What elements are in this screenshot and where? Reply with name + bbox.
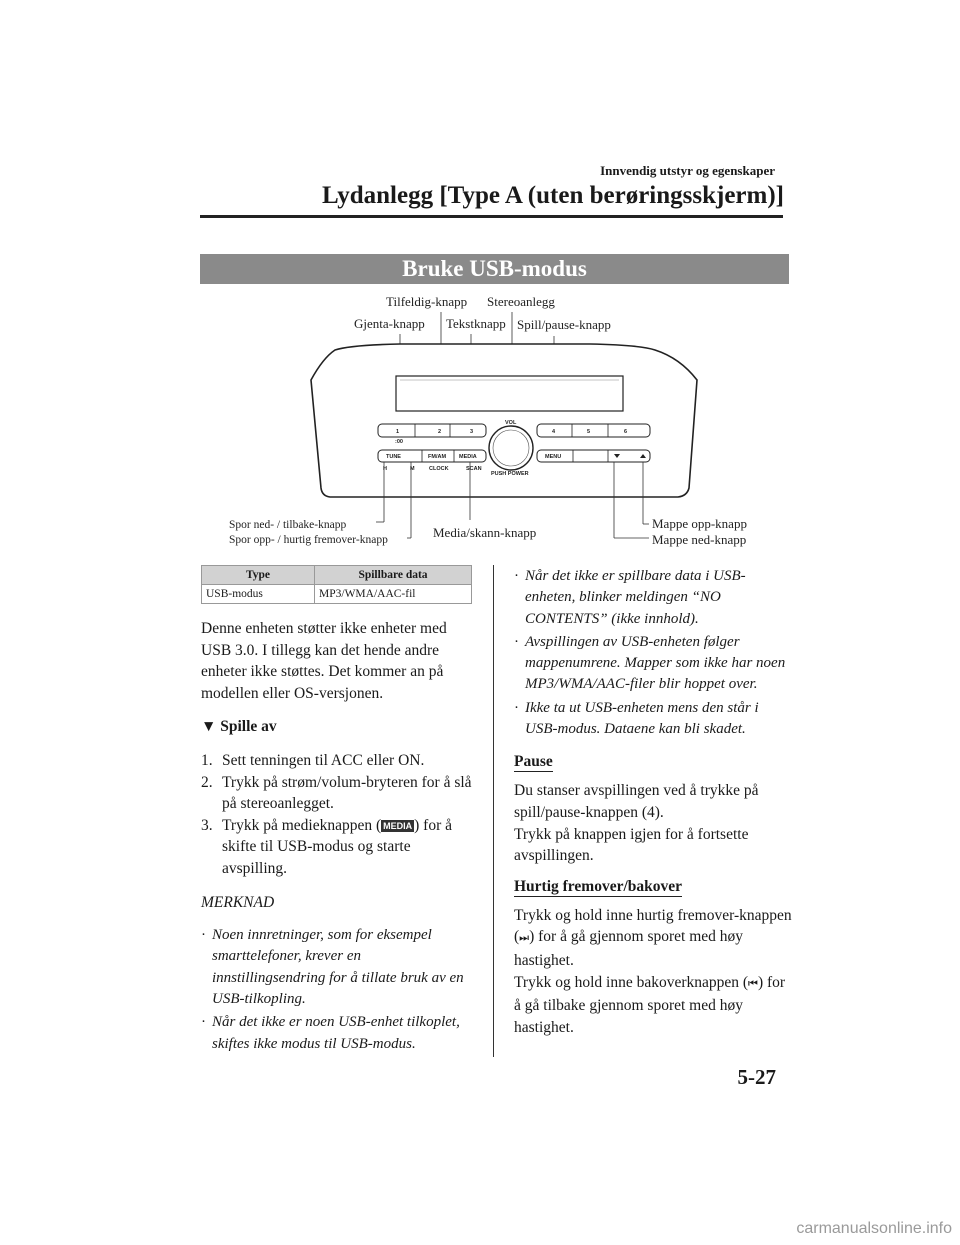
table-cell: USB-modus	[202, 585, 315, 604]
label-text: Tekstknapp	[446, 316, 506, 331]
clock-label: CLOCK	[429, 466, 449, 472]
preset-5: 5	[587, 429, 591, 435]
label-folder-up: Mappe opp-knapp	[652, 516, 747, 531]
intro-paragraph: Denne enheten støtter ikke enheter med USB 3.0. I tillegg kan det hende andre enheter ikke støttes. Det kommer an på modellen eller OS-versjonen.	[201, 620, 447, 702]
table-header: Spillbare data	[315, 566, 472, 585]
list-item: 1. Sett tenningen til ACC eller ON.	[201, 751, 425, 769]
m-label: M	[410, 466, 415, 472]
tune-label: TUNE	[386, 454, 401, 460]
list-item: 2. Trykk på strøm/volum-bryteren for å slå på stereoanlegget.	[201, 773, 472, 813]
media-label: MEDIA	[459, 454, 477, 460]
section-pause: Pause	[514, 753, 553, 771]
rw-text: Trykk og hold inne bakoverknappen (⏮) for å gå tilbake gjennom sporet med høy hastighet.	[514, 973, 786, 1036]
playable-data-table	[201, 565, 472, 604]
preset-6: 6	[624, 429, 628, 435]
label-track-up: Spor opp- / hurtig fremover-knapp	[229, 534, 388, 546]
pause-text: Du stanser avspillingen ved å trykke på spill/pause-knappen (4).	[514, 782, 759, 821]
menu-label: MENU	[545, 454, 562, 460]
right-column	[514, 566, 794, 1038]
list-item: · Noen innretninger, som for eksempel smarttelefoner, krever en innstillingsendring for å tillate bruk av en USB-tilkopling.	[201, 927, 464, 1008]
section-fast-forward: Hurtig fremover/bakover	[514, 877, 683, 895]
h-label: H	[383, 466, 387, 472]
list-item: · Ikke ta ut USB-enheten mens den står i USB-modus. Dataene kan bli skadet.	[514, 699, 759, 738]
list-item: · Avspillingen av USB-enheten følger mappenumrene. Mapper som ikke har noen MP3/WMA/AAC-filer blir hoppet over.	[514, 633, 786, 693]
pause-text: Trykk på knappen igjen for å fortsette avspillingen.	[514, 825, 749, 865]
list-item: · Når det ikke er noen USB-enhet tilkoplet, skiftes ikke modus til USB-modus.	[201, 1014, 460, 1052]
label-media-scan: Media/skann-knapp	[433, 525, 537, 540]
note-list	[201, 925, 477, 1055]
page-number: 5-27	[737, 1065, 776, 1089]
section-header: Innvendig utstyr og egenskaper	[600, 163, 775, 178]
fast-forward-icon: ⏭	[519, 932, 530, 945]
preset-sub: :00	[395, 439, 403, 445]
label-stereo: Stereoanlegg	[487, 294, 555, 309]
page-title: Lydanlegg [Type A (uten berøringsskjerm)]	[321, 182, 784, 209]
steps-list	[201, 750, 477, 880]
left-column	[201, 618, 477, 1057]
label-play-pause: Spill/pause-knapp	[517, 317, 611, 332]
label-track-down: Spor ned- / tilbake-knapp	[229, 519, 347, 531]
section-banner: Bruke USB-modus	[200, 254, 789, 284]
preset-3: 3	[470, 429, 474, 435]
label-repeat: Gjenta-knapp	[354, 316, 425, 331]
list-item: · Når det ikke er spillbare data i USB-enheten, blinker meldingen “NO CONTENTS” (ikke innhold).	[514, 568, 746, 627]
ff-text: Trykk og hold inne hurtig fremover-knappen (⏭) for å gå gjennom sporet med høy hastighet.	[514, 906, 792, 969]
list-item: 3. Trykk på medieknappen ( MEDIA ) for å skifte til USB-modus og starte avspilling.	[201, 816, 453, 877]
note-list	[514, 566, 794, 740]
preset-2: 2	[438, 429, 442, 435]
watermark: carmanualsonline.info	[796, 1220, 952, 1237]
vol-label: VOL	[505, 420, 517, 426]
rewind-icon: ⏮	[748, 977, 758, 990]
column-divider	[493, 565, 494, 1057]
note-title: MERKNAD	[201, 893, 275, 911]
media-button-icon: MEDIA	[383, 820, 413, 831]
preset-1: 1	[396, 429, 400, 435]
push-power-label: PUSH POWER	[491, 471, 529, 477]
fm-am-label: FM/AM	[428, 454, 447, 460]
stereo-diagram	[200, 290, 789, 552]
preset-4: 4	[552, 429, 556, 435]
label-random: Tilfeldig-knapp	[386, 294, 468, 309]
label-folder-down: Mappe ned-knapp	[652, 532, 747, 547]
subhead-play: ▼ Spille av	[201, 718, 277, 736]
scan-label: SCAN	[466, 466, 482, 472]
table-header: Type	[202, 566, 315, 585]
header-rule	[200, 215, 783, 218]
table-cell: MP3/WMA/AAC-fil	[315, 585, 472, 604]
table-row	[202, 585, 472, 604]
